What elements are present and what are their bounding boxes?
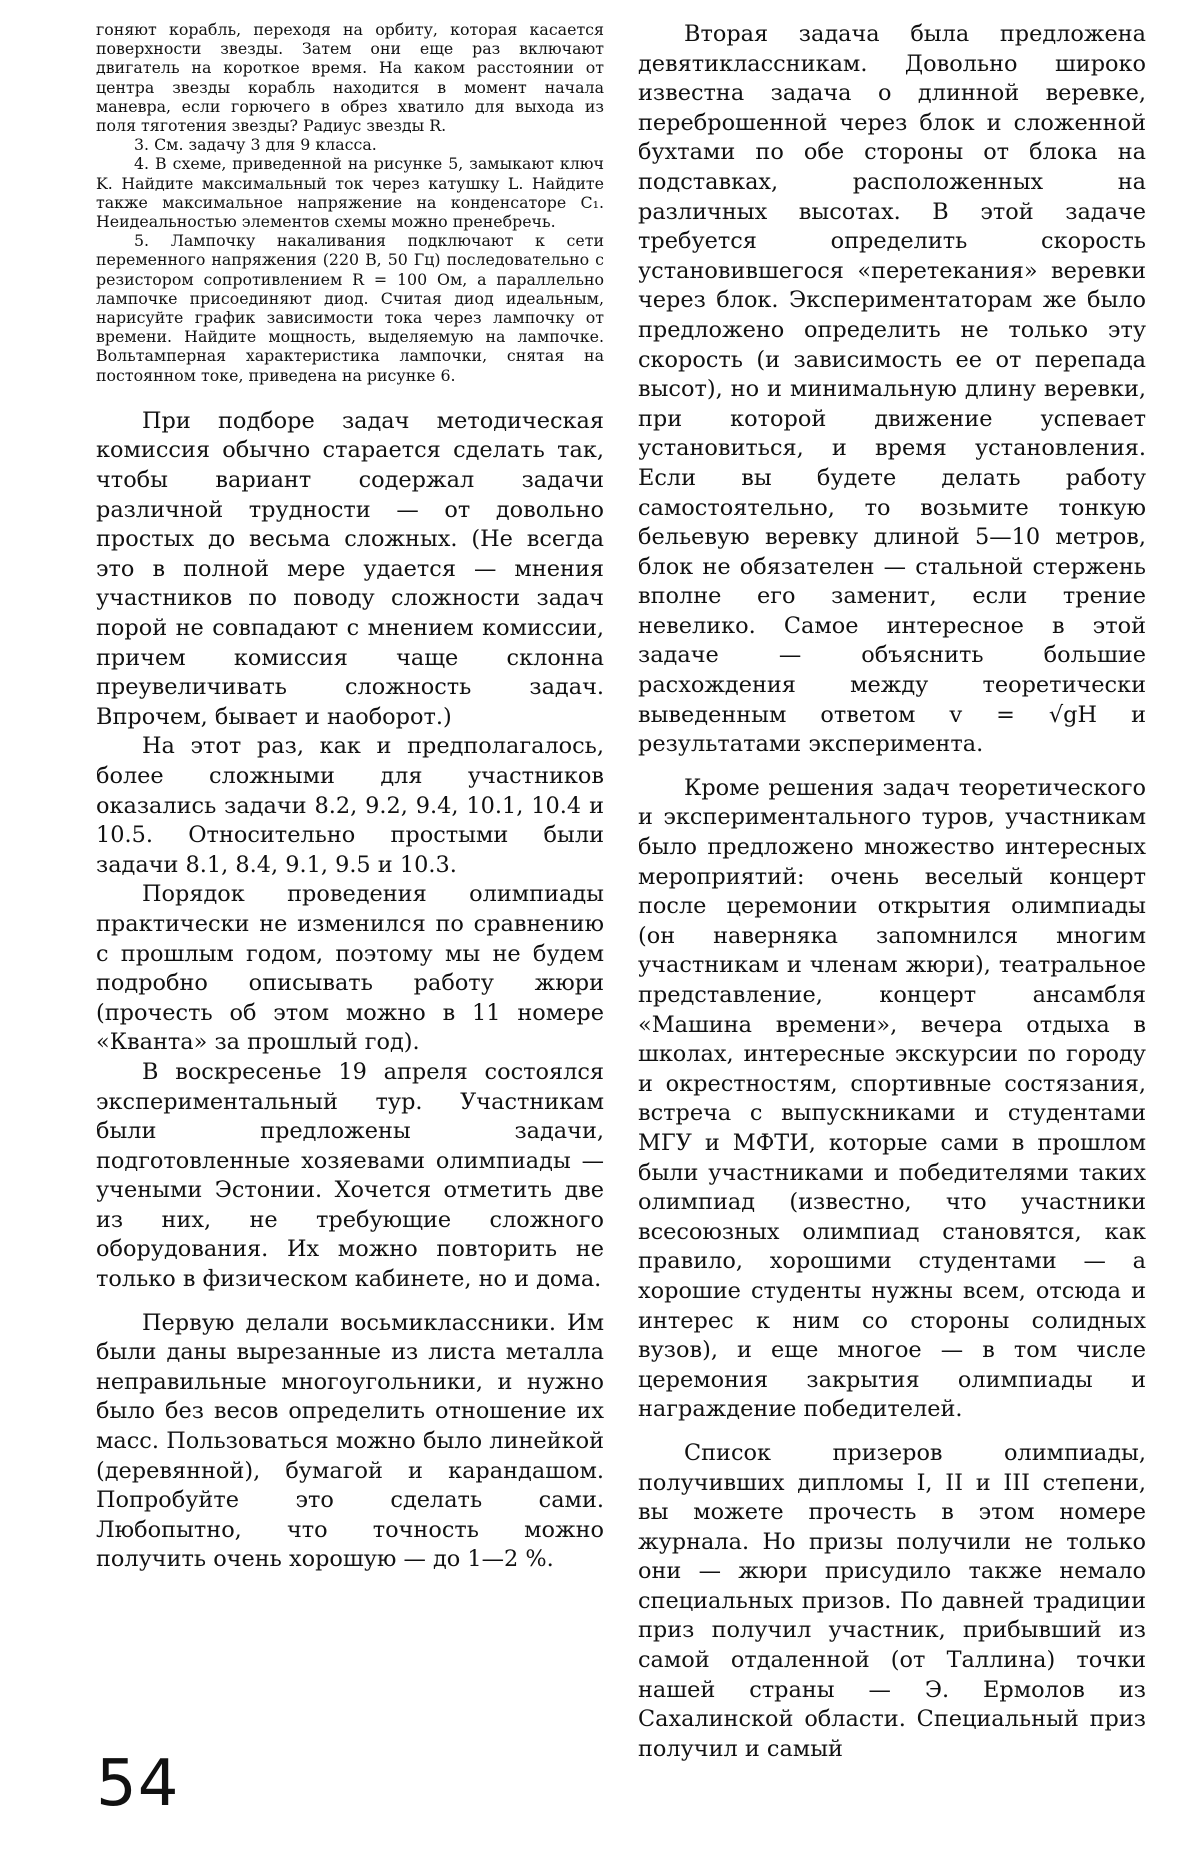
- article-body-left: [96, 407, 604, 1575]
- article-body-right: [638, 20, 1146, 1764]
- problem-4: 4. В схеме, приведенной на рисунке 5, замыкают ключ K. Найдите максимальный ток через катушку L. Найдите также максимальное напряжение на конденсаторе C₁. Неидеальностью элементов схемы можно пренебречь.: [96, 154, 604, 232]
- problem-3: 3. См. задачу 3 для 9 класса.: [134, 135, 377, 155]
- page-number: 54: [96, 1747, 180, 1821]
- paragraph: В воскресенье 19 апреля состоялся экспериментальный тур. Участникам были предложены задачи, подготовленные хозяевами олимпиады — учеными Эстонии. Хочется отметить две из них, не требующие сложного оборудования. Их можно повторить не только в физическом кабинете, но и дома.: [96, 1058, 604, 1293]
- paragraph: При подборе задач методическая комиссия обычно старается сделать так, чтобы вариант содержал задачи различной трудности — от довольно простых до весьма сложных. (Не всегда это в полной мере удается — мнения участников по поводу сложности задач порой не совпадают с мнением комиссии, причем комиссия чаще склонна преувеличивать сложность задач. Впрочем, бывает и наоборот.): [96, 407, 604, 730]
- paragraph: Кроме решения задач теоретического и экспериментального туров, участникам было предложено множество интересных мероприятий: очень веселый концерт после церемонии открытия олимпиады (он наверняка запомнился многим участникам и членам жюри), театральное представление, концерт ансамбля «Машина времени», вечера отдыха в школах, интересные экскурсии по городу и окрестностям, спортивные состязания, встреча с выпускниками и студентами МГУ и МФТИ, которые сами в прошлом были участниками и победителями таких олимпиад (известно, что участники всесоюзных олимпиад становятся, как правило, хорошими студентами — а хорошие студенты нужны всем, отсюда и интерес к ним со стороны солидных вузов), и еще многое — в том числе церемония закрытия олимпиады и награждение победителей.: [638, 774, 1146, 1423]
- problem-5: 5. Лампочку накаливания подключают к сети переменного напряжения (220 В, 50 Гц) последовательно с резистором сопротивлением R = 100 Ом, а параллельно лампочке присоединяют диод. Считая диод идеальным, нарисуйте график зависимости тока через лампочку от времени. Найдите мощность, выделяемую на лампочке. Вольтамперная характеристика лампочки, снятая на постоянном токе, приведена на рисунке 6.: [96, 231, 604, 385]
- left-column: [96, 20, 604, 1575]
- paragraph: Список призеров олимпиады, получивших дипломы I, II и III степени, вы можете прочесть в этом номере журнала. Но призы получили не только они — жюри присудило также немало специальных призов. По давней традиции приз получил участник, прибывший из самой отдаленной (от Таллина) точки нашей страны — Э. Ермолов из Сахалинской области. Специальный приз получил и самый: [638, 1439, 1146, 1762]
- problem-continuation: гоняют корабль, переходя на орбиту, которая касается поверхности звезды. Затем они еще раз включают двигатель на короткое время. На каком расстоянии от центра звезды корабль находится в момент начала маневра, если горючего в обрез хватило для выхода из поля тяготения звезды? Радиус звезды R.: [96, 20, 604, 136]
- paragraph: Первую делали восьмиклассники. Им были даны вырезанные из листа металла неправильные многоугольники, и нужно было без весов определить отношение их масс. Пользоваться можно было линейкой (деревянной), бумагой и карандашом. Попробуйте это сделать сами. Любопытно, что точность можно получить очень хорошую — до 1—2 %.: [96, 1309, 604, 1573]
- paragraph: Порядок проведения олимпиады практически не изменился по сравнению с прошлым годом, поэтому мы не будем подробно описывать работу жюри (прочесть об этом можно в 11 номере «Кванта» за прошлый год).: [96, 881, 604, 1056]
- problems-list: [96, 20, 604, 385]
- paragraph: Вторая задача была предложена девятиклассникам. Довольно широко известна задача о длинной веревке, переброшенной через блок и сложенной бухтами по обе стороны от блока на подставках, расположенных на различных высотах. В этой задаче требуется определить скорость установившегося «перетекания» веревки через блок. Экспериментаторам же было предложено определить не только эту скорость (и зависимость ее от перепада высот), но и минимальную длину веревки, при которой движение успевает установиться, и время установления. Если вы будете делать работу самостоятельно, то возьмите тонкую бельевую веревку длиной 5—10 метров, блок не обязателен — стальной стержень вполне его заменит, если трение невелико. Самое интересное в этой задаче — объяснить большие расхождения между теоретически выведенным ответом v = √gH и результатами эксперимента.: [638, 21, 1146, 758]
- paragraph: На этот раз, как и предполагалось, более сложными для участников оказались задачи 8.2, 9.2, 9.4, 10.1, 10.4 и 10.5. Относительно простыми были задачи 8.1, 8.4, 9.1, 9.5 и 10.3.: [96, 733, 604, 878]
- right-column: [638, 20, 1146, 1764]
